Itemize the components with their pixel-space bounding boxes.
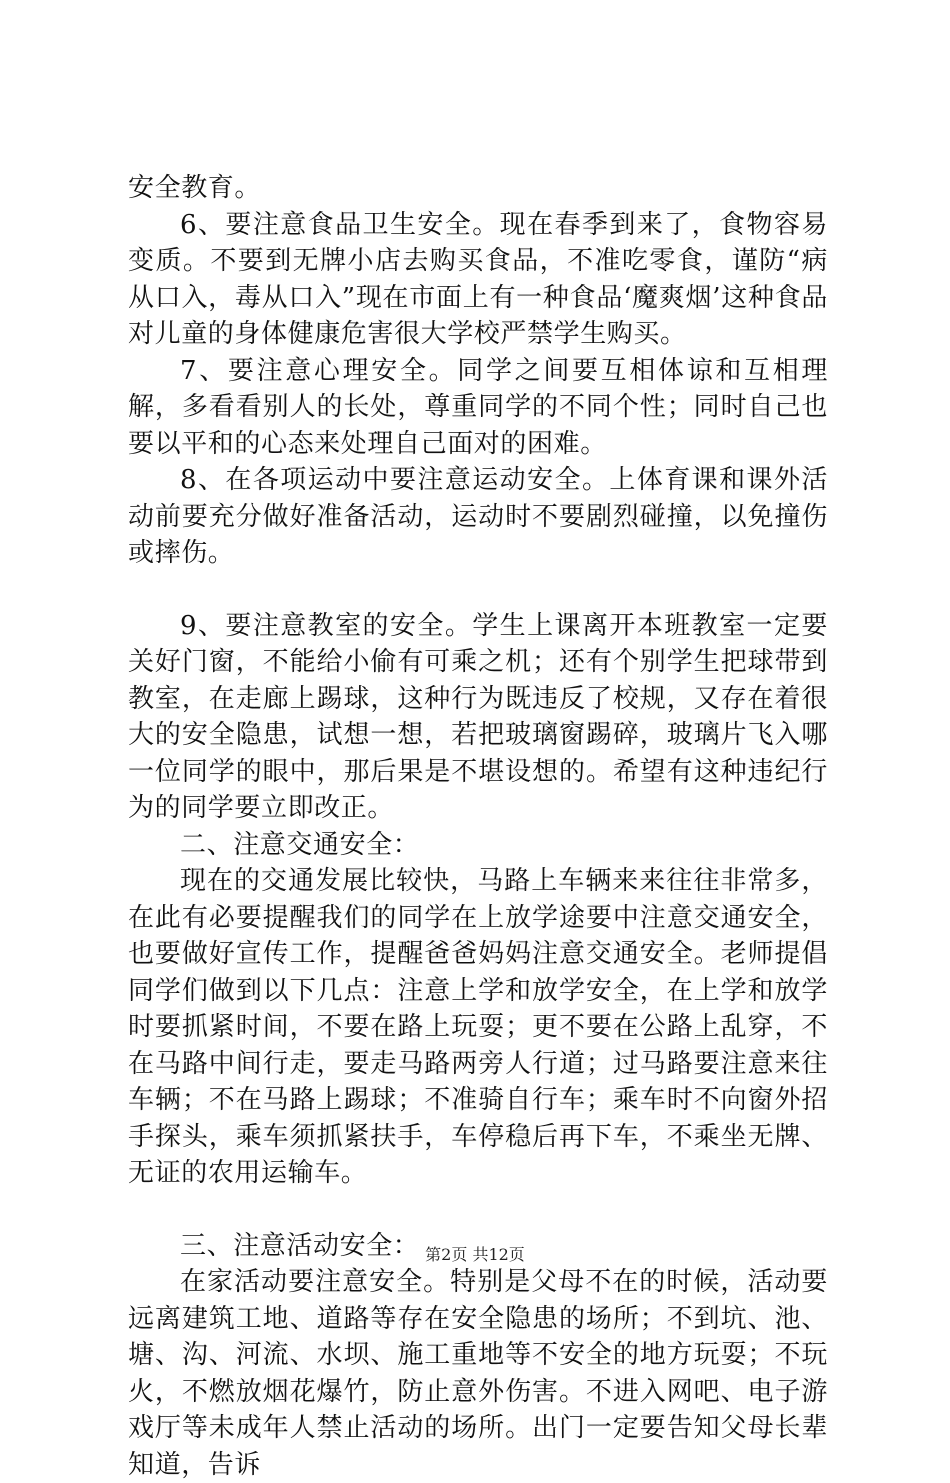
paragraph-1: 6、要注意食品卫生安全。现在春季到来了，食物容易变质。不要到无牌小店去购买食品，不准吃零食，谨防“病从口入，毒从口入”现在市面上有一种食品‘魔爽烟’这种食品对儿童的身体健康危害很大学校严禁学生购买。 — [128, 209, 828, 349]
section-heading-activity: 三、注意活动安全： — [180, 1230, 420, 1261]
paragraph-3: 8、在各项运动中要注意运动安全。上体育课和课外活动前要充分做好准备活动，运动时不要剧烈碰撞，以免撞伤或摔伤。 — [128, 465, 828, 568]
paragraph-4: 9、要注意教室的安全。学生上课离开本班教室一定要关好门窗，不能给小偷有可乘之机；还有个别学生把球带到教室，在走廊上踢球，这种行为既违反了校规，又存在着很大的安全隐患，试想一想，若把玻璃窗踢碎，玻璃片飞入哪一位同学的眼中，那后果是不堪设想的。希望有这种违纪行为的同学要立即改正。 — [128, 610, 828, 823]
document-body — [128, 170, 828, 1483]
paragraph-6: 现在的交通发展比较快，马路上车辆来来往往非常多，在此有必要提醒我们的同学在上放学途要中注意交通安全，也要做好宣传工作，提醒爸爸妈妈注意交通安全。老师提倡同学们做到以下几点：注意上学和放学安全，在上学和放学时要抓紧时间，不要在路上玩耍；更不要在公路上乱穿，不在马路中间行走，要走马路两旁人行道；过马路要注意来往车辆；不在马路上踢球；不准骑自行车；乘车时不向窗外招手探头，乘车须抓紧扶手，车停稳后再下车，不乘坐无牌、无证的农用运输车。 — [128, 866, 828, 1188]
page-number-footer: 第2页 共12页 — [425, 1245, 525, 1264]
paragraph-2: 7、要注意心理安全。同学之间要互相体谅和互相理解，多看看别人的长处，尊重同学的不同个性；同时自己也要以平和的心态来处理自己面对的困难。 — [128, 355, 828, 459]
paragraph-0: 安全教育。 — [128, 173, 262, 203]
paragraph-8: 在家活动要注意安全。特别是父母不在的时候，活动要远离建筑工地、道路等存在安全隐患的场所；不到坑、池、塘、沟、河流、水坝、施工重地等不安全的地方玩耍；不玩火，不燃放烟花爆竹，防止意外伤害。不进入网吧、电子游戏厅等未成年人禁止活动的场所。出门一定要告知父母长辈知道，告诉 — [128, 1267, 828, 1480]
section-heading-traffic: 二、注意交通安全： — [180, 829, 420, 860]
